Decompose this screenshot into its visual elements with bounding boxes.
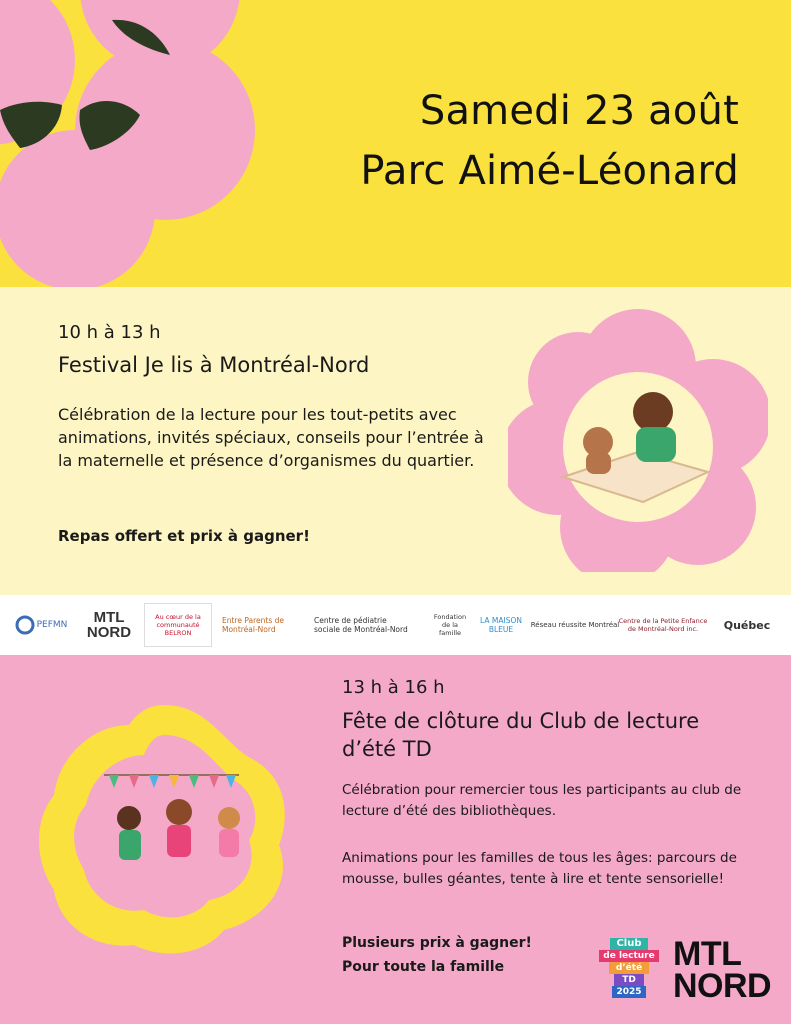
event1-highlight: Repas offert et prix à gagner!: [58, 527, 310, 545]
logo-mtl-nord: MTL NORD: [86, 609, 132, 641]
event1-time: 10 h à 13 h: [58, 322, 161, 343]
event2-description-1: Célébration pour remercier tous les participants au club de lecture d’été des bibliothèques.: [342, 782, 742, 819]
logo-quebec: Québec: [723, 618, 771, 632]
logo-pediatrie-sociale: Centre de pédiatrie sociale de Montréal-Nord: [314, 616, 408, 634]
event1-title: Festival Je lis à Montréal-Nord: [58, 353, 370, 377]
logo-cpe-montreal-nord: Centre de la Petite Enfance de Montréal-Nord inc.: [618, 617, 708, 633]
event1-section: [0, 287, 791, 595]
event2-highlight-1: Plusieurs prix à gagner!: [342, 935, 532, 951]
dancing-kids-illustration: [34, 700, 294, 960]
event2-description-2: Animations pour les familles de tous les âges: parcours de mousse, bulles géantes, tente à lire et tente sensorielle!: [342, 850, 737, 887]
event1-description: Célébration de la lecture pour les tout-petits avec animations, invités spéciaux, conseils pour l’entrée à la maternelle et présence d’organismes du quartier.: [58, 405, 484, 470]
event-venue: Parc Aimé-Léonard: [360, 148, 739, 194]
event2-time: 13 h à 16 h: [342, 677, 445, 698]
hero-section: [0, 0, 791, 287]
logo-belron: Au cœur de la communauté BELRON: [144, 603, 212, 647]
partner-logos-strip: [0, 595, 791, 655]
event2-highlight-2: Pour toute la famille: [342, 959, 505, 975]
mtl-nord-logo: MTL NORD: [673, 935, 772, 1005]
logo-reseau-reussite: Réseau réussite Montréal: [530, 621, 620, 629]
reading-child-illustration: [508, 307, 768, 572]
logo-entre-parents: Entre Parents de Montréal-Nord: [222, 616, 285, 634]
event2-highlights: [342, 931, 532, 979]
logo-fondation-famille: Fondation de la famille: [433, 613, 467, 637]
event-date: Samedi 23 août: [419, 88, 739, 134]
logo-maison-bleue: LA MAISON BLEUE: [480, 616, 522, 634]
decorative-circles: [0, 0, 300, 287]
club-lecture-td-badge: Club de lecture d’été TD 2025: [596, 938, 662, 1010]
event2-title: Fête de clôture du Club de lecture d’été TD: [342, 709, 700, 761]
logo-pefmn: PEFMN: [8, 603, 74, 647]
event2-section: [0, 655, 791, 1024]
